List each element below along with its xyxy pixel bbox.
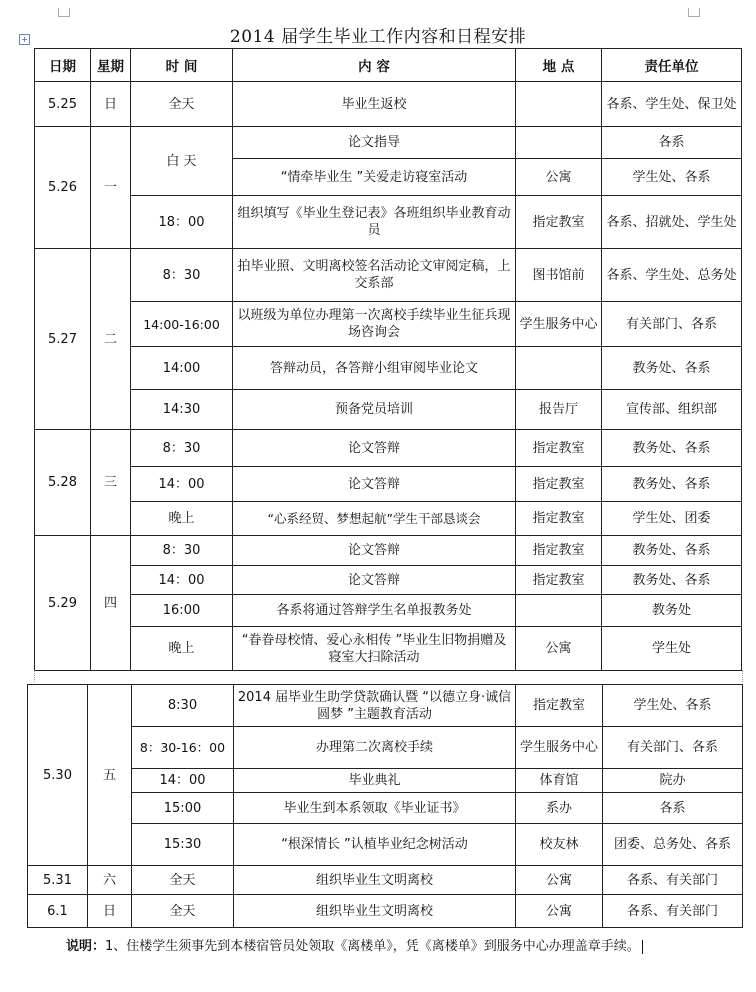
table-row [28, 769, 743, 793]
unit-cell: 各系 [602, 127, 742, 159]
unit-cell: 团委、总务处、各系 [603, 824, 743, 866]
table-row [35, 347, 742, 390]
table-row [35, 467, 742, 502]
schedule-table-2 [27, 684, 743, 928]
time-cell: 8：30 [131, 536, 233, 566]
table-row [28, 895, 743, 928]
place-cell: 系办 [516, 793, 603, 824]
unit-cell: 教务处、各系 [602, 430, 742, 467]
time-cell: 晚上 [131, 627, 233, 671]
content-cell: 论文答辩 [233, 430, 516, 467]
content-cell: 论文答辩 [233, 566, 516, 595]
unit-cell: 教务处、各系 [602, 566, 742, 595]
date-cell: 6.1 [28, 895, 88, 928]
time-cell: 全天 [132, 866, 234, 895]
place-cell: 公寓 [516, 895, 603, 928]
unit-cell: 各系、有关部门 [603, 895, 743, 928]
time-cell: 15:00 [132, 793, 234, 824]
time-cell: 8：30 [131, 430, 233, 467]
content-cell: 论文答辩 [233, 536, 516, 566]
time-cell: 8:30 [132, 685, 234, 727]
header-place: 地 点 [516, 49, 602, 82]
page-break-gap [34, 670, 743, 682]
table-row [35, 627, 742, 671]
content-cell: 各系将通过答辩学生名单报教务处 [233, 595, 516, 627]
table-row [35, 196, 742, 249]
table-row [35, 127, 742, 159]
table-row [35, 82, 742, 127]
table-row [28, 824, 743, 866]
unit-cell: 宣传部、组织部 [602, 390, 742, 430]
unit-cell: 教务处、各系 [602, 536, 742, 566]
weekday-cell: 日 [91, 82, 131, 127]
time-cell: 全天 [131, 82, 233, 127]
content-cell: “心系经贸、梦想起航”学生干部恳谈会 [233, 502, 516, 536]
page-corner-mark [58, 8, 70, 17]
table-row [35, 595, 742, 627]
unit-cell: 教务处、各系 [602, 467, 742, 502]
unit-cell: 有关部门、各系 [602, 302, 742, 347]
header-time: 时 间 [131, 49, 233, 82]
unit-cell: 有关部门、各系 [603, 727, 743, 769]
place-cell: 指定教室 [516, 685, 603, 727]
text-cursor [642, 940, 643, 954]
table-row [28, 685, 743, 727]
time-cell: 晚上 [131, 502, 233, 536]
content-cell: 预备党员培训 [233, 390, 516, 430]
table-row [35, 430, 742, 467]
place-cell: 校友林 [516, 824, 603, 866]
date-cell: 5.29 [35, 536, 91, 671]
content-cell: 毕业典礼 [234, 769, 516, 793]
date-cell: 5.30 [28, 685, 88, 866]
date-cell: 5.28 [35, 430, 91, 536]
unit-cell: 院办 [603, 769, 743, 793]
time-cell: 14:00 [131, 347, 233, 390]
table-row [35, 249, 742, 302]
date-cell: 5.26 [35, 127, 91, 249]
time-cell: 白 天 [131, 127, 233, 196]
weekday-cell: 四 [91, 536, 131, 671]
place-cell [516, 595, 602, 627]
place-cell: 报告厅 [516, 390, 602, 430]
place-cell [516, 347, 602, 390]
page-title: 2014 届学生毕业工作内容和日程安排 [229, 27, 527, 47]
content-cell: 论文答辩 [233, 467, 516, 502]
time-cell: 全天 [132, 895, 234, 928]
time-cell: 14：00 [132, 769, 234, 793]
time-cell: 8：30-16：00 [132, 727, 234, 769]
weekday-cell: 日 [88, 895, 132, 928]
content-cell: 办理第二次离校手续 [234, 727, 516, 769]
weekday-cell: 三 [91, 430, 131, 536]
place-cell: 公寓 [516, 866, 603, 895]
unit-cell: 各系、有关部门 [603, 866, 743, 895]
weekday-cell: 一 [91, 127, 131, 249]
content-cell: 拍毕业照、文明离校签名活动论文审阅定稿，上交系部 [233, 249, 516, 302]
unit-cell: 各系、招就处、学生处 [602, 196, 742, 249]
unit-cell: 学生处、团委 [602, 502, 742, 536]
schedule-table-1 [34, 48, 742, 671]
unit-cell: 教务处 [602, 595, 742, 627]
content-cell: 组织填写《毕业生登记表》各班组织毕业教育动员 [233, 196, 516, 249]
time-cell: 16:00 [131, 595, 233, 627]
content-cell: 毕业生返校 [233, 82, 516, 127]
unit-cell: 教务处、各系 [602, 347, 742, 390]
note-label: 说明： [66, 939, 106, 954]
content-cell: 组织毕业生文明离校 [234, 866, 516, 895]
place-cell [516, 82, 602, 127]
content-cell: “眷眷母校情、爱心永相传 ”毕业生旧物捐赠及寝室大扫除活动 [233, 627, 516, 671]
header-weekday: 星期 [91, 49, 131, 82]
page-corner-mark [688, 8, 700, 17]
content-cell: “根深情长 ”认植毕业纪念树活动 [234, 824, 516, 866]
date-cell: 5.27 [35, 249, 91, 430]
place-cell: 体育馆 [516, 769, 603, 793]
weekday-cell: 五 [88, 685, 132, 866]
unit-cell: 学生处、各系 [602, 159, 742, 196]
table-row [28, 793, 743, 824]
place-cell [516, 127, 602, 159]
place-cell: 指定教室 [516, 430, 602, 467]
content-cell: 2014 届毕业生助学贷款确认暨 “以德立身·诚信圆梦 ”主题教育活动 [234, 685, 516, 727]
content-cell: 以班级为单位办理第一次离校手续毕业生征兵现场咨询会 [233, 302, 516, 347]
place-cell: 指定教室 [516, 566, 602, 595]
content-cell: 论文指导 [233, 127, 516, 159]
place-cell: 公寓 [516, 159, 602, 196]
table-row [35, 566, 742, 595]
unit-cell: 各系 [603, 793, 743, 824]
table-header-row [35, 49, 742, 82]
table-row [28, 866, 743, 895]
table-row [35, 390, 742, 430]
table-row [35, 536, 742, 566]
place-cell: 指定教室 [516, 536, 602, 566]
content-cell: 答辩动员，各答辩小组审阅毕业论文 [233, 347, 516, 390]
weekday-cell: 二 [91, 249, 131, 430]
header-content: 内 容 [233, 49, 516, 82]
content-cell: 毕业生到本系领取《毕业证书》 [234, 793, 516, 824]
table-row [35, 502, 742, 536]
weekday-cell: 六 [88, 866, 132, 895]
place-cell: 指定教室 [516, 467, 602, 502]
time-cell: 14:00-16:00 [131, 302, 233, 347]
place-cell: 指定教室 [516, 196, 602, 249]
unit-cell: 学生处 [602, 627, 742, 671]
content-cell: “情牵毕业生 ”关爱走访寝室活动 [233, 159, 516, 196]
unit-cell: 学生处、各系 [603, 685, 743, 727]
place-cell: 学生服务中心 [516, 727, 603, 769]
table-move-handle-icon[interactable]: + [19, 34, 30, 45]
time-cell: 14:30 [131, 390, 233, 430]
time-cell: 14：00 [131, 566, 233, 595]
table-row [28, 727, 743, 769]
time-cell: 18：00 [131, 196, 233, 249]
note-paragraph [36, 936, 726, 958]
date-cell: 5.25 [35, 82, 91, 127]
place-cell: 指定教室 [516, 502, 602, 536]
place-cell: 学生服务中心 [516, 302, 602, 347]
unit-cell: 各系、学生处、总务处 [602, 249, 742, 302]
date-cell: 5.31 [28, 866, 88, 895]
table-row [35, 302, 742, 347]
header-date: 日期 [35, 49, 91, 82]
time-cell: 14：00 [131, 467, 233, 502]
time-cell: 15:30 [132, 824, 234, 866]
unit-cell: 各系、学生处、保卫处 [602, 82, 742, 127]
place-cell: 图书馆前 [516, 249, 602, 302]
time-cell: 8：30 [131, 249, 233, 302]
header-unit: 责任单位 [602, 49, 742, 82]
note-text: 1、住楼学生须事先到本楼宿管员处领取《离楼单》，凭《离楼单》到服务中心办理盖章手续。 [105, 939, 640, 954]
content-cell: 组织毕业生文明离校 [234, 895, 516, 928]
place-cell: 公寓 [516, 627, 602, 671]
